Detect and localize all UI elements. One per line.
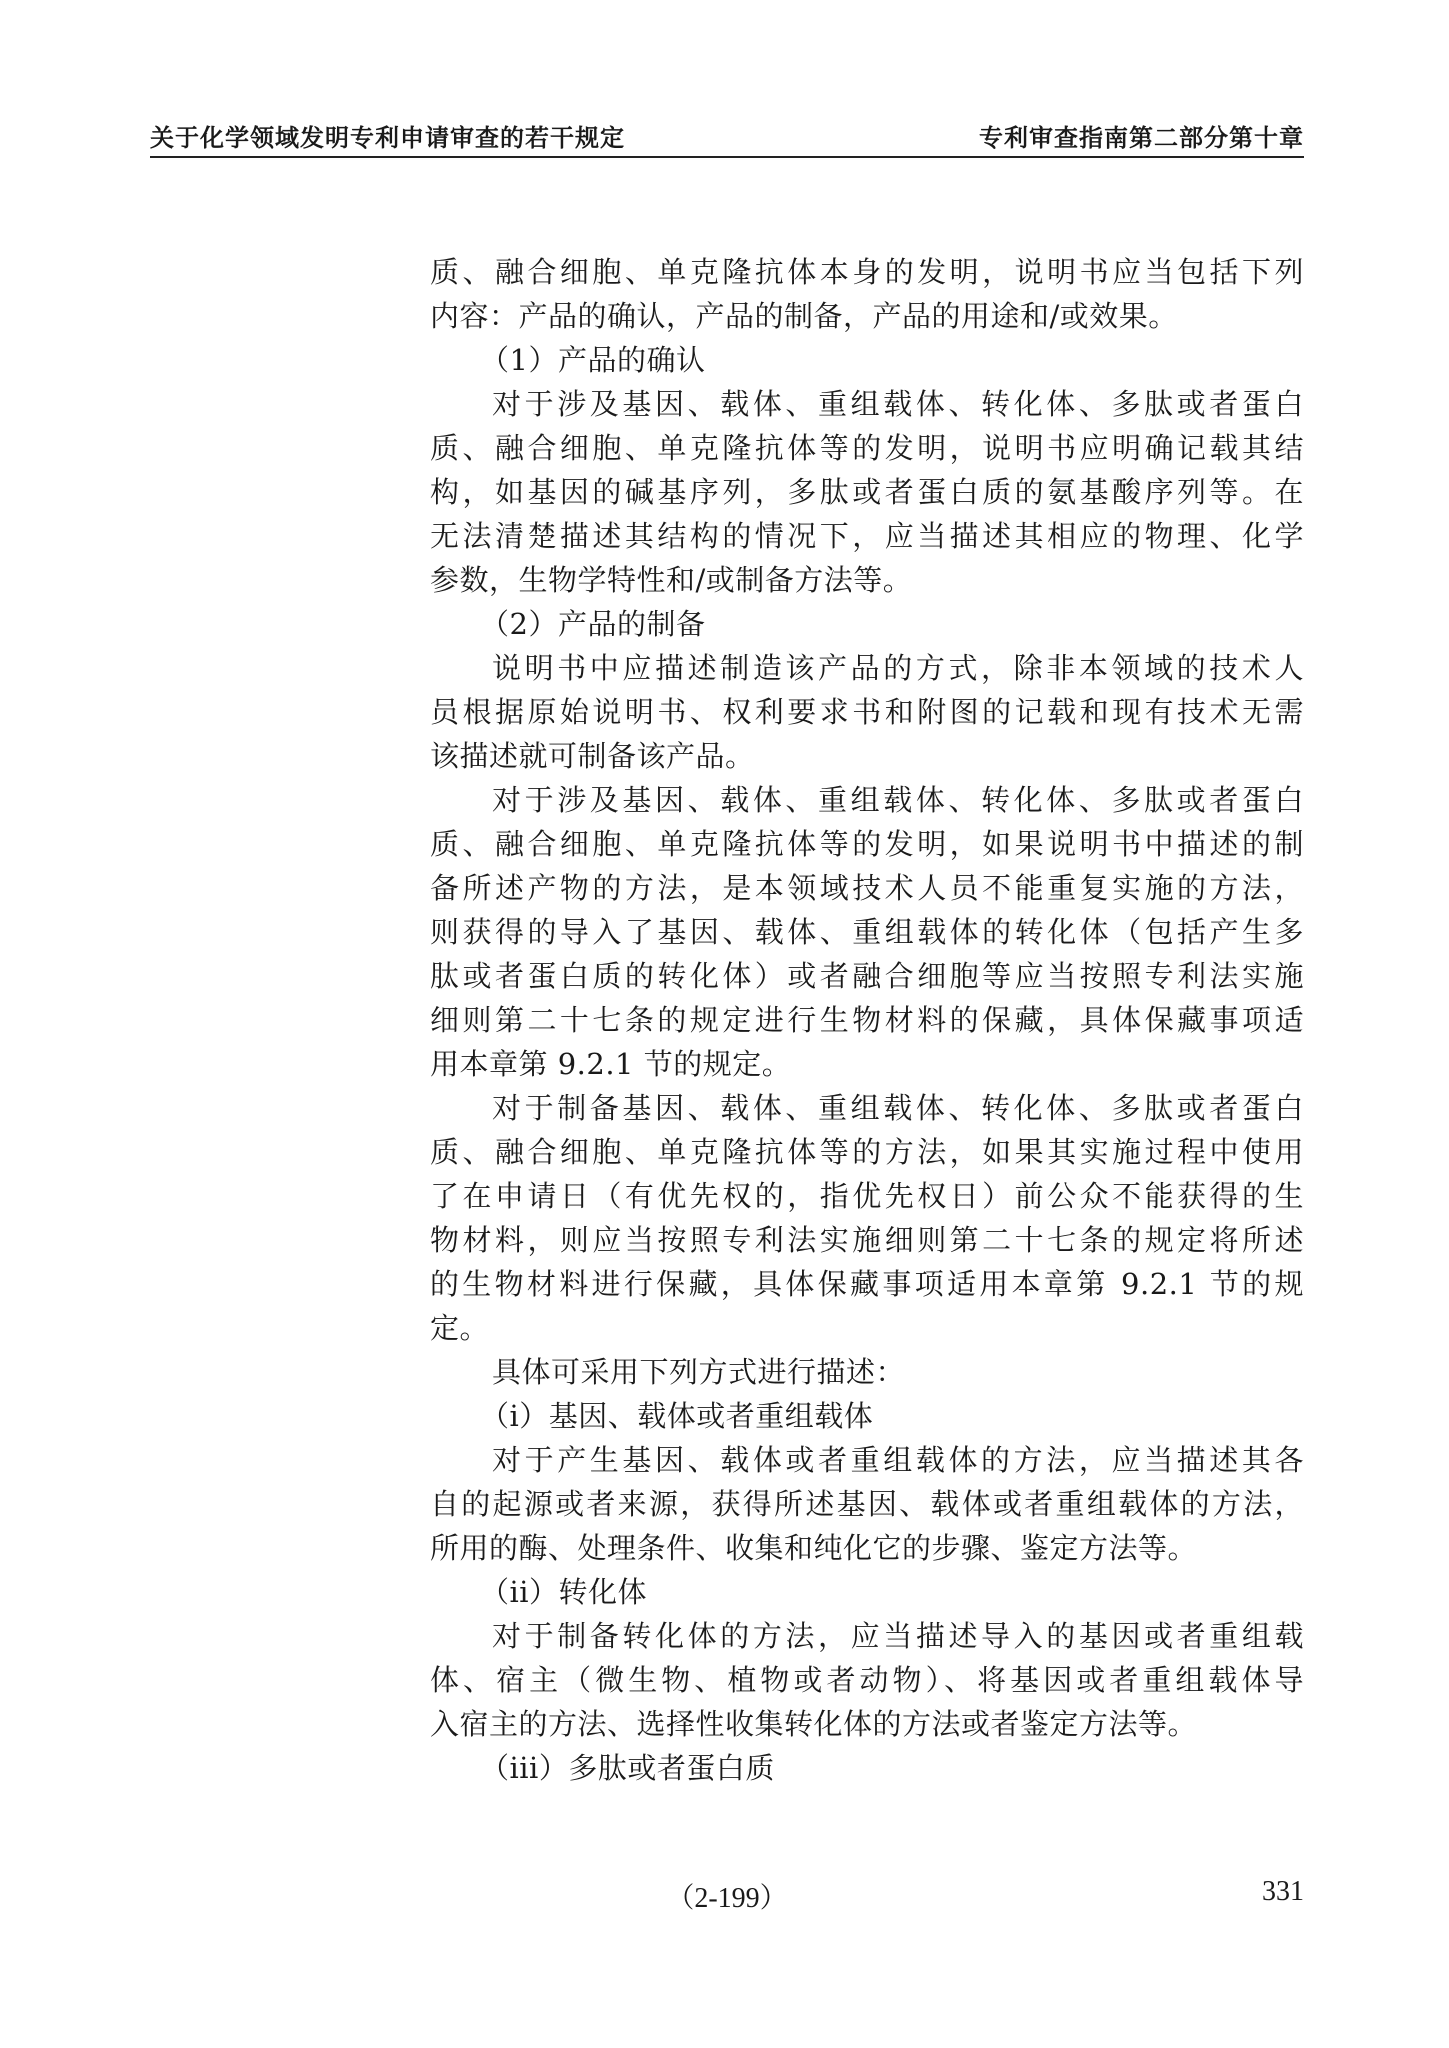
text-line: 质、融合细胞、单克隆抗体本身的发明，说明书应当包括下列 bbox=[430, 255, 1304, 289]
text-line: 构，如基因的碱基序列，多肽或者蛋白质的氨基酸序列等。在 bbox=[430, 475, 1304, 509]
text-line: 对于制备基因、载体、重组载体、转化体、多肽或者蛋白 bbox=[492, 1091, 1304, 1125]
text-line: 用本章第 9.2.1 节的规定。 bbox=[430, 1047, 792, 1081]
page-number: 331 bbox=[1262, 1876, 1304, 1907]
footer-section-reference: （2-199） bbox=[666, 1883, 788, 1914]
text-line: 对于涉及基因、载体、重组载体、转化体、多肽或者蛋白 bbox=[492, 783, 1304, 817]
subheading: （1）产品的确认 bbox=[480, 343, 706, 377]
text-line: 无法清楚描述其结构的情况下，应当描述其相应的物理、化学 bbox=[430, 519, 1304, 553]
text-line: 具体可采用下列方式进行描述： bbox=[492, 1355, 906, 1389]
text-line: 说明书中应描述制造该产品的方式，除非本领域的技术人 bbox=[492, 651, 1304, 685]
text-line: 入宿主的方法、选择性收集转化体的方法或者鉴定方法等。 bbox=[430, 1707, 1198, 1741]
text-line: 质、融合细胞、单克隆抗体等的发明，说明书应明确记载其结 bbox=[430, 431, 1304, 465]
running-footer bbox=[150, 1876, 1304, 1916]
text-line: 肽或者蛋白质的转化体）或者融合细胞等应当按照专利法实施 bbox=[430, 959, 1304, 993]
text-line: 对于制备转化体的方法，应当描述导入的基因或者重组载 bbox=[492, 1619, 1304, 1653]
text-line: 该描述就可制备该产品。 bbox=[430, 739, 755, 773]
text-line: 了在申请日（有优先权的，指优先权日）前公众不能获得的生 bbox=[430, 1179, 1304, 1213]
text-line: 质、融合细胞、单克隆抗体等的方法，如果其实施过程中使用 bbox=[430, 1135, 1304, 1169]
text-line: 质、融合细胞、单克隆抗体等的发明，如果说明书中描述的制 bbox=[430, 827, 1304, 861]
header-book-section-title: 关于化学领域发明专利申请审查的若干规定 bbox=[150, 124, 625, 152]
subheading: （2）产品的制备 bbox=[480, 607, 706, 641]
header-chapter-title: 专利审查指南第二部分第十章 bbox=[979, 124, 1304, 152]
text-line: 所用的酶、处理条件、收集和纯化它的步骤、鉴定方法等。 bbox=[430, 1531, 1198, 1565]
text-line: 定。 bbox=[430, 1311, 490, 1345]
text-line: 自的起源或者来源，获得所述基因、载体或者重组载体的方法， bbox=[430, 1487, 1304, 1521]
text-line: 员根据原始说明书、权利要求书和附图的记载和现有技术无需 bbox=[430, 695, 1304, 729]
text-line: 对于涉及基因、载体、重组载体、转化体、多肽或者蛋白 bbox=[492, 387, 1304, 421]
text-line: 体、宿主（微生物、植物或者动物）、将基因或者重组载体导 bbox=[430, 1663, 1304, 1697]
text-line: 物材料，则应当按照专利法实施细则第二十七条的规定将所述 bbox=[430, 1223, 1304, 1257]
subheading: （ii）转化体 bbox=[480, 1575, 648, 1609]
text-line: 细则第二十七条的规定进行生物材料的保藏，具体保藏事项适 bbox=[430, 1003, 1304, 1037]
text-line: 内容：产品的确认，产品的制备，产品的用途和/或效果。 bbox=[430, 299, 1178, 333]
subheading: （i）基因、载体或者重组载体 bbox=[480, 1399, 874, 1433]
running-header bbox=[150, 116, 1304, 158]
text-line: 的生物材料进行保藏，具体保藏事项适用本章第 9.2.1 节的规 bbox=[430, 1267, 1304, 1301]
text-line: 则获得的导入了基因、载体、重组载体的转化体（包括产生多 bbox=[430, 915, 1304, 949]
subheading: （iii）多肽或者蛋白质 bbox=[480, 1751, 775, 1785]
text-line: 参数，生物学特性和/或制备方法等。 bbox=[430, 563, 913, 597]
text-line: 对于产生基因、载体或者重组载体的方法，应当描述其各 bbox=[492, 1443, 1304, 1477]
text-line: 备所述产物的方法，是本领域技术人员不能重复实施的方法， bbox=[430, 871, 1304, 905]
body-text bbox=[430, 250, 1304, 1790]
